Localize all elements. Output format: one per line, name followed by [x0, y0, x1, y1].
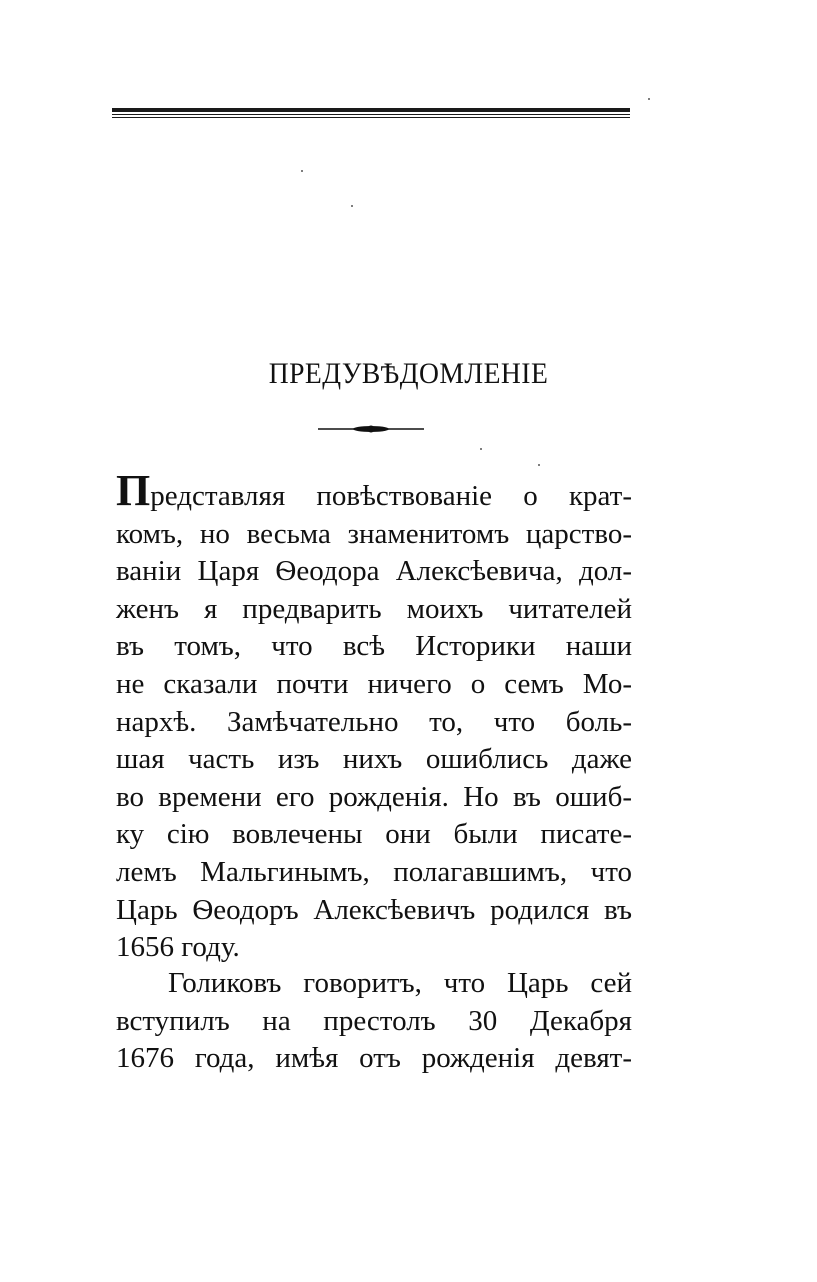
text-line: вступилъ на престолъ 30 Декабря — [116, 1004, 632, 1037]
text-line: 1656 году. — [116, 931, 240, 964]
text-line: не сказали почти ничего о семъ Мо- — [116, 667, 632, 700]
paragraph-1 — [116, 466, 632, 967]
print-speck — [301, 170, 303, 172]
text-line: комъ, но весьма знаменитомъ царство- — [116, 517, 632, 550]
text-line: нархѣ. Замѣчательно то, что боль- — [116, 705, 632, 738]
text-line: 1676 года, имѣя отъ рожденія девят- — [116, 1042, 632, 1075]
text-line: Голиковъ говоритъ, что Царь сей — [168, 967, 632, 999]
print-speck — [480, 448, 482, 450]
text-line: женъ я предварить моихъ читателей — [116, 592, 632, 625]
print-speck — [648, 98, 650, 100]
text-line: во времени его рожденія. Но въ ошиб- — [116, 780, 632, 813]
text-line: Представляя повѣствованіе о крат- — [116, 466, 632, 515]
text-line: шая часть изъ нихъ ошиблись даже — [116, 743, 632, 776]
text-line: ваніи Царя Ѳеодора Алексѣевича, дол- — [116, 555, 632, 588]
paragraph-2 — [116, 965, 632, 1078]
text-line: ку сію вовлечены они были писате- — [116, 818, 632, 851]
text-line: въ томъ, что всѣ Историки наши — [116, 630, 632, 663]
header-rule — [112, 108, 630, 118]
text-line: Царь Ѳеодоръ Алексѣевичъ родился въ — [116, 893, 632, 926]
print-speck — [351, 205, 353, 207]
print-speck — [538, 464, 540, 466]
ornament-divider — [318, 422, 424, 436]
text-line: лемъ Мальгинымъ, полагавшимъ, что — [116, 855, 632, 888]
drop-cap: П — [116, 466, 151, 515]
page-title: ПРЕДУВѢДОМЛЕНІЕ — [268, 357, 549, 390]
